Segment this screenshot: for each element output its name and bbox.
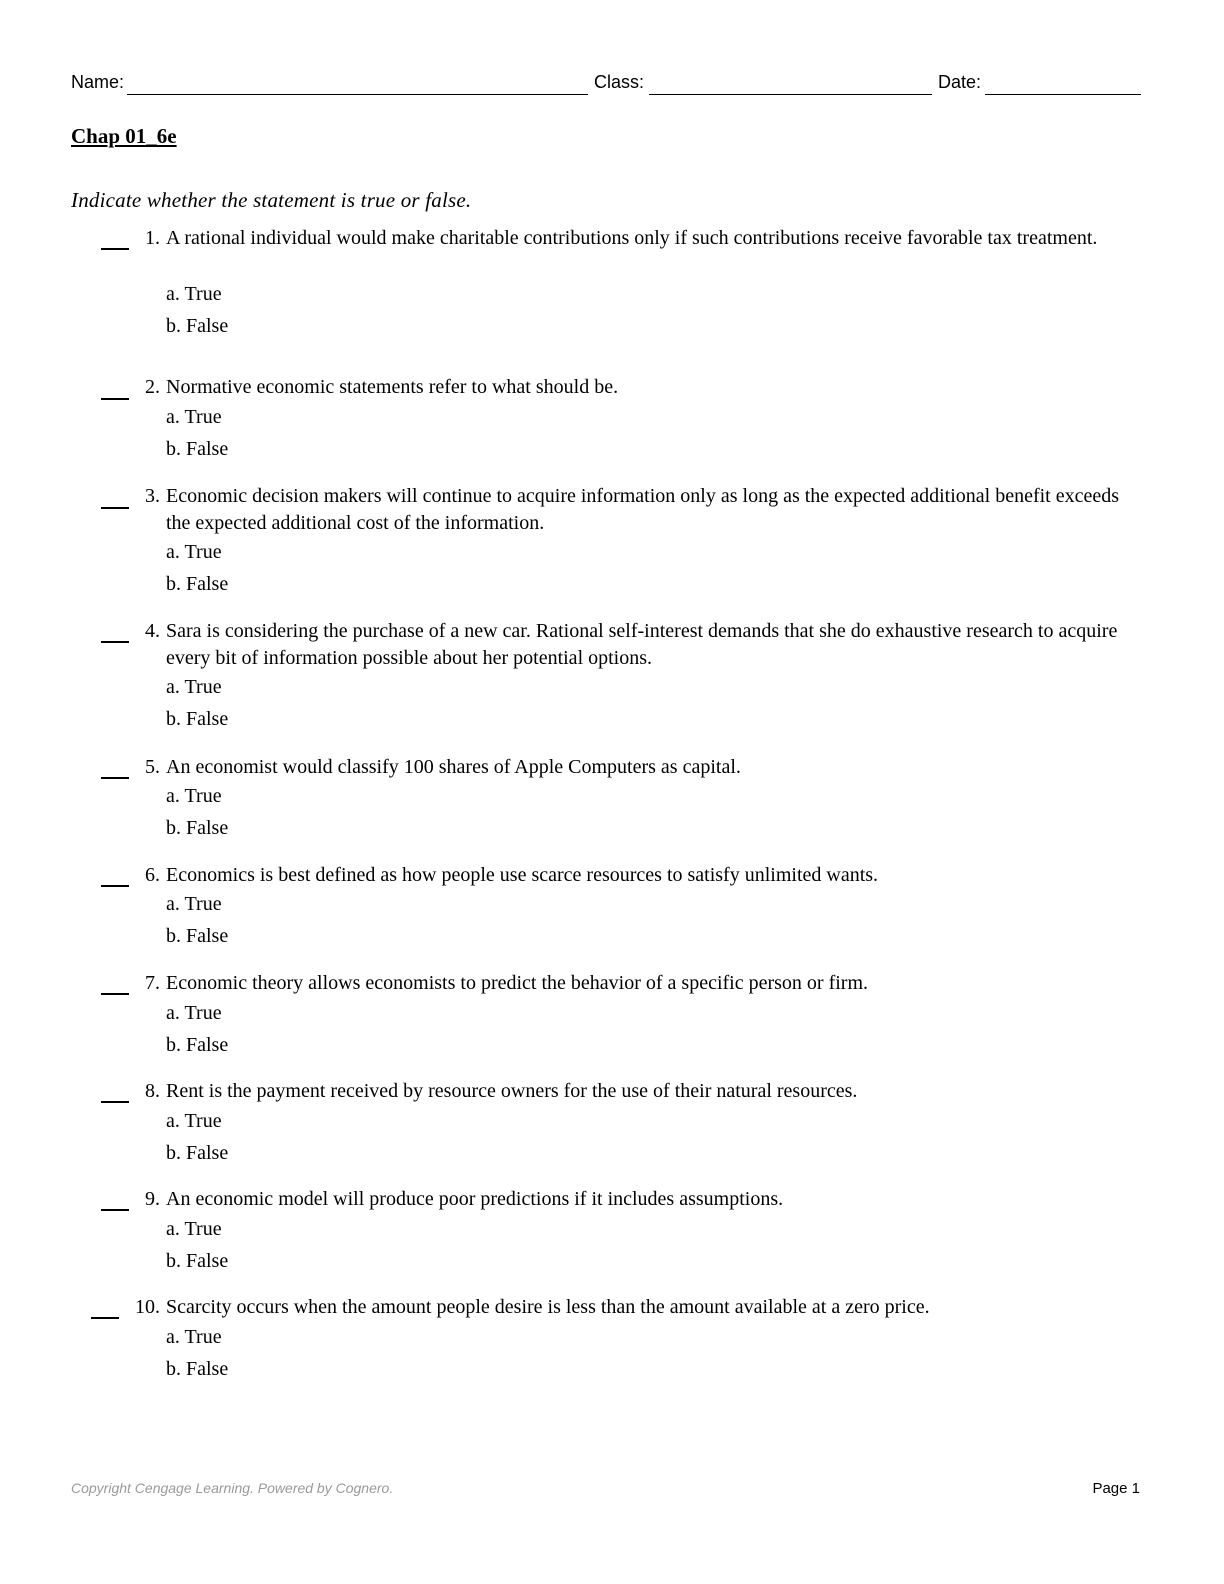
option-true: a. True (166, 1326, 222, 1348)
question-text: Rent is the payment received by resource owners for the use of their natural resources. (166, 1080, 858, 1102)
option-false: b. False (166, 573, 229, 595)
option-false: b. False (166, 708, 229, 730)
option-false: b. False (166, 817, 229, 839)
question-number: 8. (145, 1080, 160, 1102)
question-text: Normative economic statements refer to what should be. (166, 376, 619, 398)
option-true: a. True (166, 541, 222, 563)
option-true: a. True (166, 676, 222, 698)
option-false: b. False (166, 1142, 229, 1164)
question-text: Economics is best defined as how people use scarce resources to satisfy unlimited wants. (166, 864, 879, 886)
name-label: Name: (71, 72, 125, 92)
option-true: a. True (166, 406, 222, 428)
option-true: a. True (166, 893, 222, 915)
name-field-line[interactable] (127, 94, 588, 95)
question-number: 10. (135, 1296, 160, 1318)
option-true: a. True (166, 1002, 222, 1024)
option-true: a. True (166, 1218, 222, 1240)
question-text: Economic decision makers will continue to acquire information only as long as the expected additional benefit exceeds the expected additional cost of the information. (166, 485, 1120, 534)
question-number: 2. (145, 376, 160, 398)
instructions: Indicate whether the statement is true or false. (71, 188, 472, 212)
option-true: a. True (166, 785, 222, 807)
option-true: a. True (166, 283, 222, 305)
class-label: Class: (594, 72, 645, 92)
option-false: b. False (166, 1358, 229, 1380)
page-title: Chap 01_6e (71, 124, 177, 148)
question-number: 3. (145, 485, 160, 507)
option-false: b. False (166, 1250, 229, 1272)
question-text: Scarcity occurs when the amount people desire is less than the amount available at a zero price. (166, 1296, 930, 1318)
header-fields (71, 72, 1141, 98)
class-field-line[interactable] (649, 94, 932, 95)
question-number: 6. (145, 864, 160, 886)
option-false: b. False (166, 1034, 229, 1056)
question-text: Sara is considering the purchase of a new car. Rational self-interest demands that she do exhaustive research to acquire every bit of information possible about her potential options. (166, 620, 1118, 669)
option-false: b. False (166, 438, 229, 460)
question-text: A rational individual would make charitable contributions only if such contributions receive favorable tax treatment. (166, 227, 1098, 249)
option-false: b. False (166, 315, 229, 337)
question-number: 1. (145, 227, 160, 249)
answer-blank[interactable] (91, 1317, 119, 1319)
copyright-notice: Copyright Cengage Learning. Powered by Cognero. (71, 1480, 394, 1496)
page-number: Page 1 (1092, 1480, 1140, 1497)
question-text: An economist would classify 100 shares of Apple Computers as capital. (166, 756, 741, 778)
question-number: 4. (145, 620, 160, 642)
question-text: Economic theory allows economists to predict the behavior of a specific person or firm. (166, 972, 869, 994)
date-field-line[interactable] (985, 94, 1141, 95)
option-false: b. False (166, 925, 229, 947)
question-number: 5. (145, 756, 160, 778)
question-text: An economic model will produce poor predictions if it includes assumptions. (166, 1188, 784, 1210)
option-true: a. True (166, 1110, 222, 1132)
question-number: 9. (145, 1188, 160, 1210)
question-number: 7. (145, 972, 160, 994)
date-label: Date: (938, 72, 982, 92)
